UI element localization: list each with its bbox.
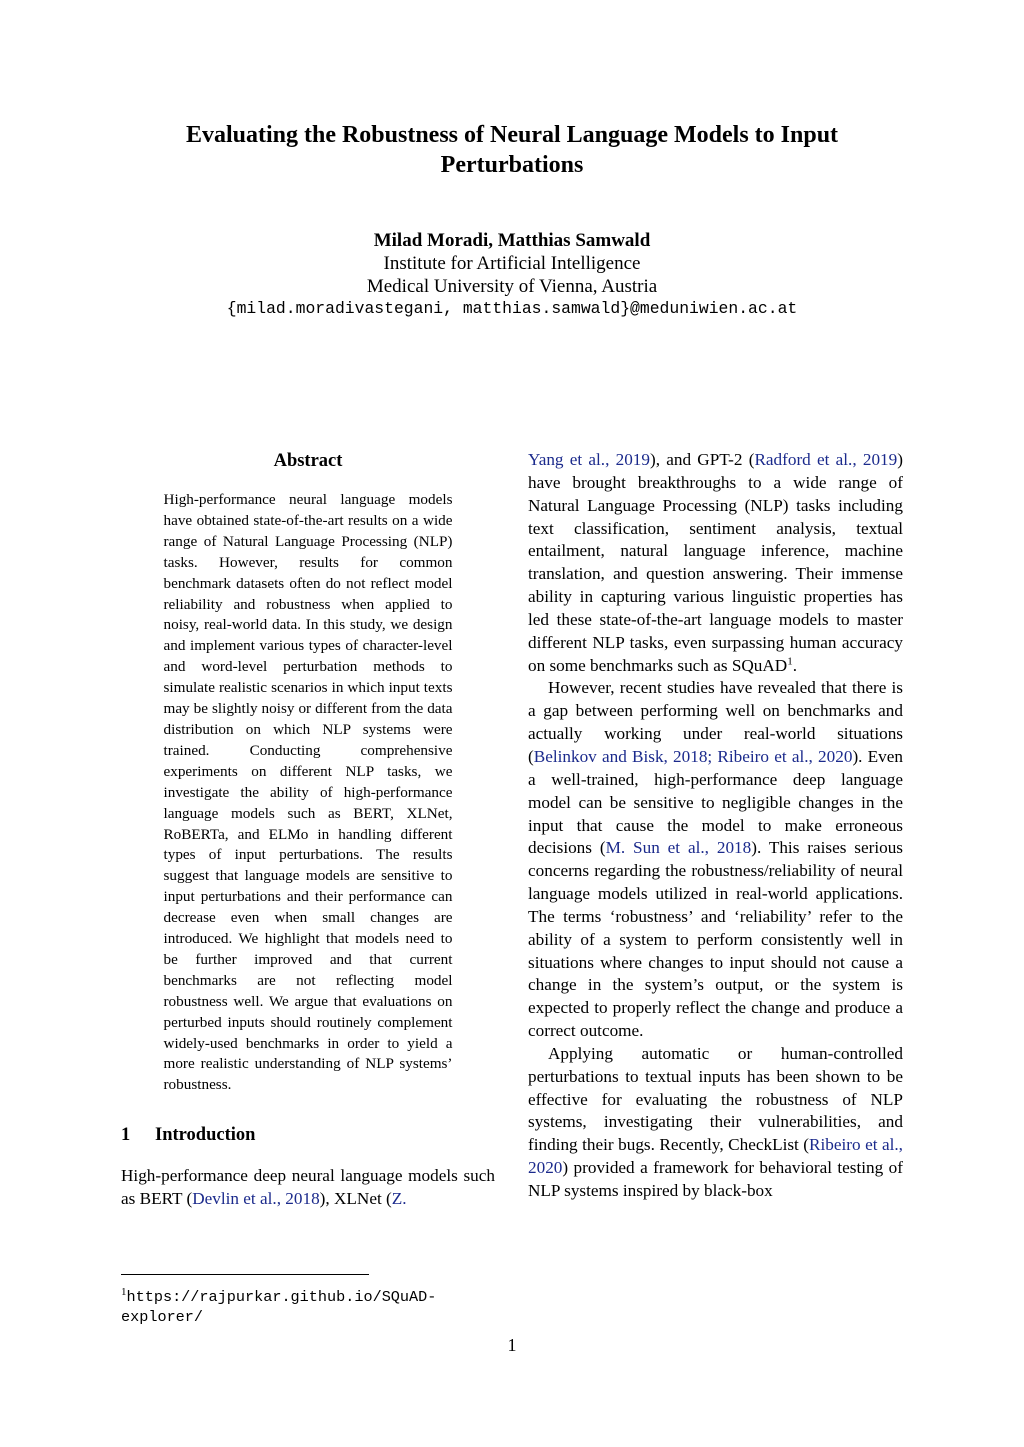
author-names: Milad Moradi, Matthias Samwald <box>373 230 651 251</box>
abstract-heading: Abstract <box>273 451 343 471</box>
body-text: ). This raises serious concerns regarding the robustness/reliability of neural language models utilized in real-world applications. The terms ‘robustness’ and ‘reliability’ refer to the ability of a system to perform consistently well in situations where changes to input should not cause a change in the system’s output, or the system is expected to properly reflect the change and produce a correct outcome. <box>528 838 903 1041</box>
body-paragraph <box>528 677 903 1043</box>
citation-link[interactable]: Ribeiro et al., 2020 <box>528 1135 903 1178</box>
left-column <box>121 446 495 1211</box>
affiliation-institute: Institute for Artificial Intelligence <box>383 253 641 274</box>
citation-link[interactable]: Devlin et al., 2018 <box>192 1189 320 1209</box>
page-number: 1 <box>507 1335 517 1355</box>
body-paragraph <box>528 449 903 677</box>
intro-paragraph <box>121 1165 495 1211</box>
right-column <box>528 449 903 1203</box>
abstract-text: High-performance neural language models have obtained state-of-the-art results on a wide range of Natural Language Processing (NLP) tasks. However, results for common benchmark datasets often do not reflect model reliability and robustness when applied to noisy, real-world data. In this study, we design and implement various types of character-level and word-level perturbation methods to simulate realistic scenarios in which input texts may be slightly noisy or different from the data distribution on which NLP systems were trained. Conducting comprehensive experiments on different NLP tasks, we investigate the ability of high-performance language models such as BERT, XLNet, RoBERTa, and ELMo in handling different types of input perturbations. The results suggest that language models are sensitive to input perturbations and their performance can decrease even when small changes are introduced. We highlight that models need to be further improved and that current benchmarks are not reflecting model robustness well. We argue that evaluations on perturbed inputs should routinely complement widely-used benchmarks in order to yield a more realistic understanding of NLP systems’ robustness. <box>163 491 453 1094</box>
footnote-marker[interactable]: 1 <box>787 654 793 667</box>
body-text: ). Even a well-trained, high-performance deep language model can be sensitive to negligible changes in the input that cause the model to make erroneous decisions ( <box>528 746 903 858</box>
paper-title: Evaluating the Robustness of Neural Language Models to Input Perturbations <box>185 122 839 178</box>
section-title: Introduction <box>155 1125 256 1146</box>
author-block <box>0 229 1024 320</box>
body-text: ) have brought breakthroughs to a wide range of Natural Language Processing (NLP) tasks including text classification, sentiment analysis, textual entailment, natural language inference, machine translation, and question answering. Their immense ability in capturing various linguistic properties has led these state-of-the-art language models to master different NLP tasks, even surpassing human accuracy on some benchmarks such as SQuAD <box>528 450 903 675</box>
footnote-divider <box>121 1274 369 1275</box>
footnote-url[interactable]: https://rajpurkar.github.io/SQuAD-explorer/ <box>121 1288 437 1326</box>
citation-link[interactable]: Belinkov and Bisk, 2018; Ribeiro et al., 2020 <box>533 746 853 766</box>
citation-link[interactable]: M. Sun et al., 2018 <box>605 838 752 858</box>
affiliation-university: Medical University of Vienna, Austria <box>366 276 658 297</box>
body-text: ), and GPT-2 ( <box>649 450 755 469</box>
section-number: 1 <box>121 1125 131 1146</box>
intro-text: High-performance deep neural language models such as BERT ( <box>121 1166 495 1209</box>
footnote-number: 1 <box>121 1285 127 1298</box>
citation-link[interactable]: Radford et al., 2019 <box>754 450 898 469</box>
citation-link[interactable]: Yang et al., 2019 <box>528 450 650 469</box>
intro-text: ), XLNet ( <box>319 1189 392 1209</box>
body-text: Applying automatic or human-controlled perturbations to textual inputs has been shown to be effective for evaluating the robustness of NLP systems, investigating their vulnerabilities, and finding their bugs. Recently, CheckList ( <box>528 1043 903 1155</box>
body-text: However, recent studies have revealed that there is a gap between performing well on benchmarks and actually working under real-world situations ( <box>528 678 903 766</box>
body-text: ) provided a framework for behavioral testing of NLP systems inspired by black-box <box>528 1158 903 1200</box>
author-emails: {milad.moradivastegani, matthias.samwald}@meduniwien.ac.at <box>226 299 798 318</box>
body-paragraph <box>528 1043 903 1203</box>
body-text: . <box>792 655 798 675</box>
footnote <box>121 1287 481 1327</box>
section-heading-introduction <box>121 1123 495 1147</box>
citation-link[interactable]: Z. <box>391 1189 407 1209</box>
